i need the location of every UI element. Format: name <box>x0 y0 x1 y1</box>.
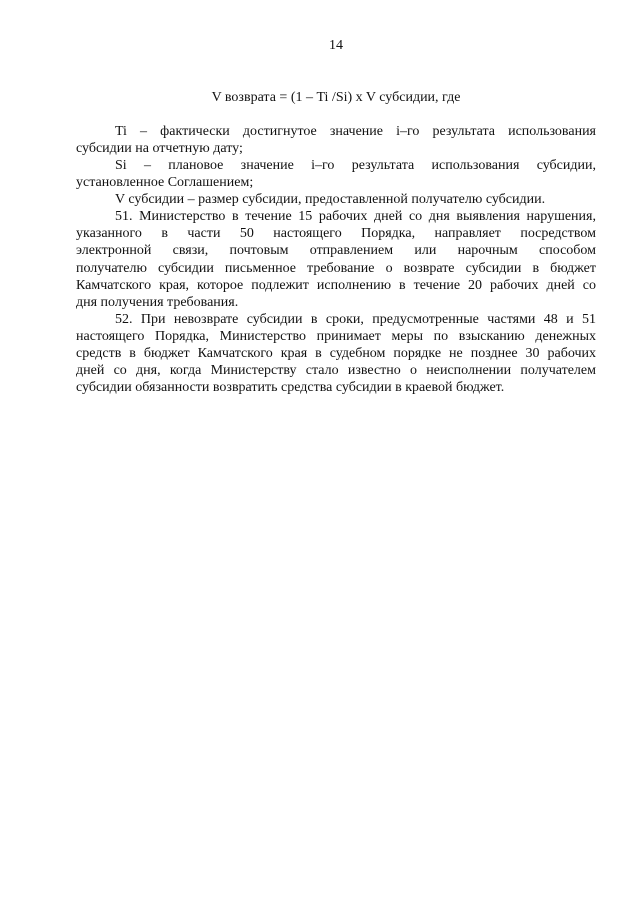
page-number: 14 <box>329 38 343 53</box>
paragraph-line: указанного в части 50 настоящего Порядка, направляет посредством <box>76 226 596 242</box>
paragraph-line: субсидии обязанности возвратить средства субсидии в краевой бюджет. <box>76 380 505 396</box>
paragraph-line: субсидии на отчетную дату; <box>76 140 243 156</box>
document-body <box>76 123 596 397</box>
paragraph-clause-51 <box>76 208 596 311</box>
paragraph-line: получателю субсидии письменное требование о возврате субсидии в бюджет <box>76 260 596 276</box>
paragraph-v-definition <box>76 191 596 208</box>
paragraph-line: Ti – фактически достигнутое значение i–го результата использования <box>115 123 596 139</box>
paragraph-line: электронной связи, почтовым отправлением или нарочным способом <box>76 243 596 259</box>
paragraph-line: Камчатского края, которое подлежит исполнению в течение 20 рабочих дней со <box>76 277 596 293</box>
paragraph-line: средств в бюджет Камчатского края в судебном порядке не позднее 30 рабочих <box>76 346 596 362</box>
paragraph-si-definition <box>76 157 596 191</box>
paragraph-line: настоящего Порядка, Министерство принимает меры по взысканию денежных <box>76 329 596 344</box>
paragraph-line: дня получения требования. <box>76 294 239 310</box>
paragraph-clause-52 <box>76 311 596 397</box>
paragraph-line: установленное Соглашением; <box>76 174 254 190</box>
paragraph-line: V субсидии – размер субсидии, предоставленной получателю субсидии. <box>115 192 546 207</box>
formula-line: V возврата = (1 – Ti /Si) x V субсидии, где <box>211 89 461 105</box>
paragraph-line: 52. При невозврате субсидии в сроки, предусмотренные частями 48 и 51 <box>115 311 596 327</box>
paragraph-line: 51. Министерство в течение 15 рабочих дней со дня выявления нарушения, <box>115 209 596 225</box>
paragraph-line: Si – плановое значение i–го результата использования субсидии, <box>115 157 596 173</box>
paragraph-line: дней со дня, когда Министерству стало известно о неисполнении получателем <box>76 363 596 379</box>
paragraph-ti-definition <box>76 123 596 157</box>
